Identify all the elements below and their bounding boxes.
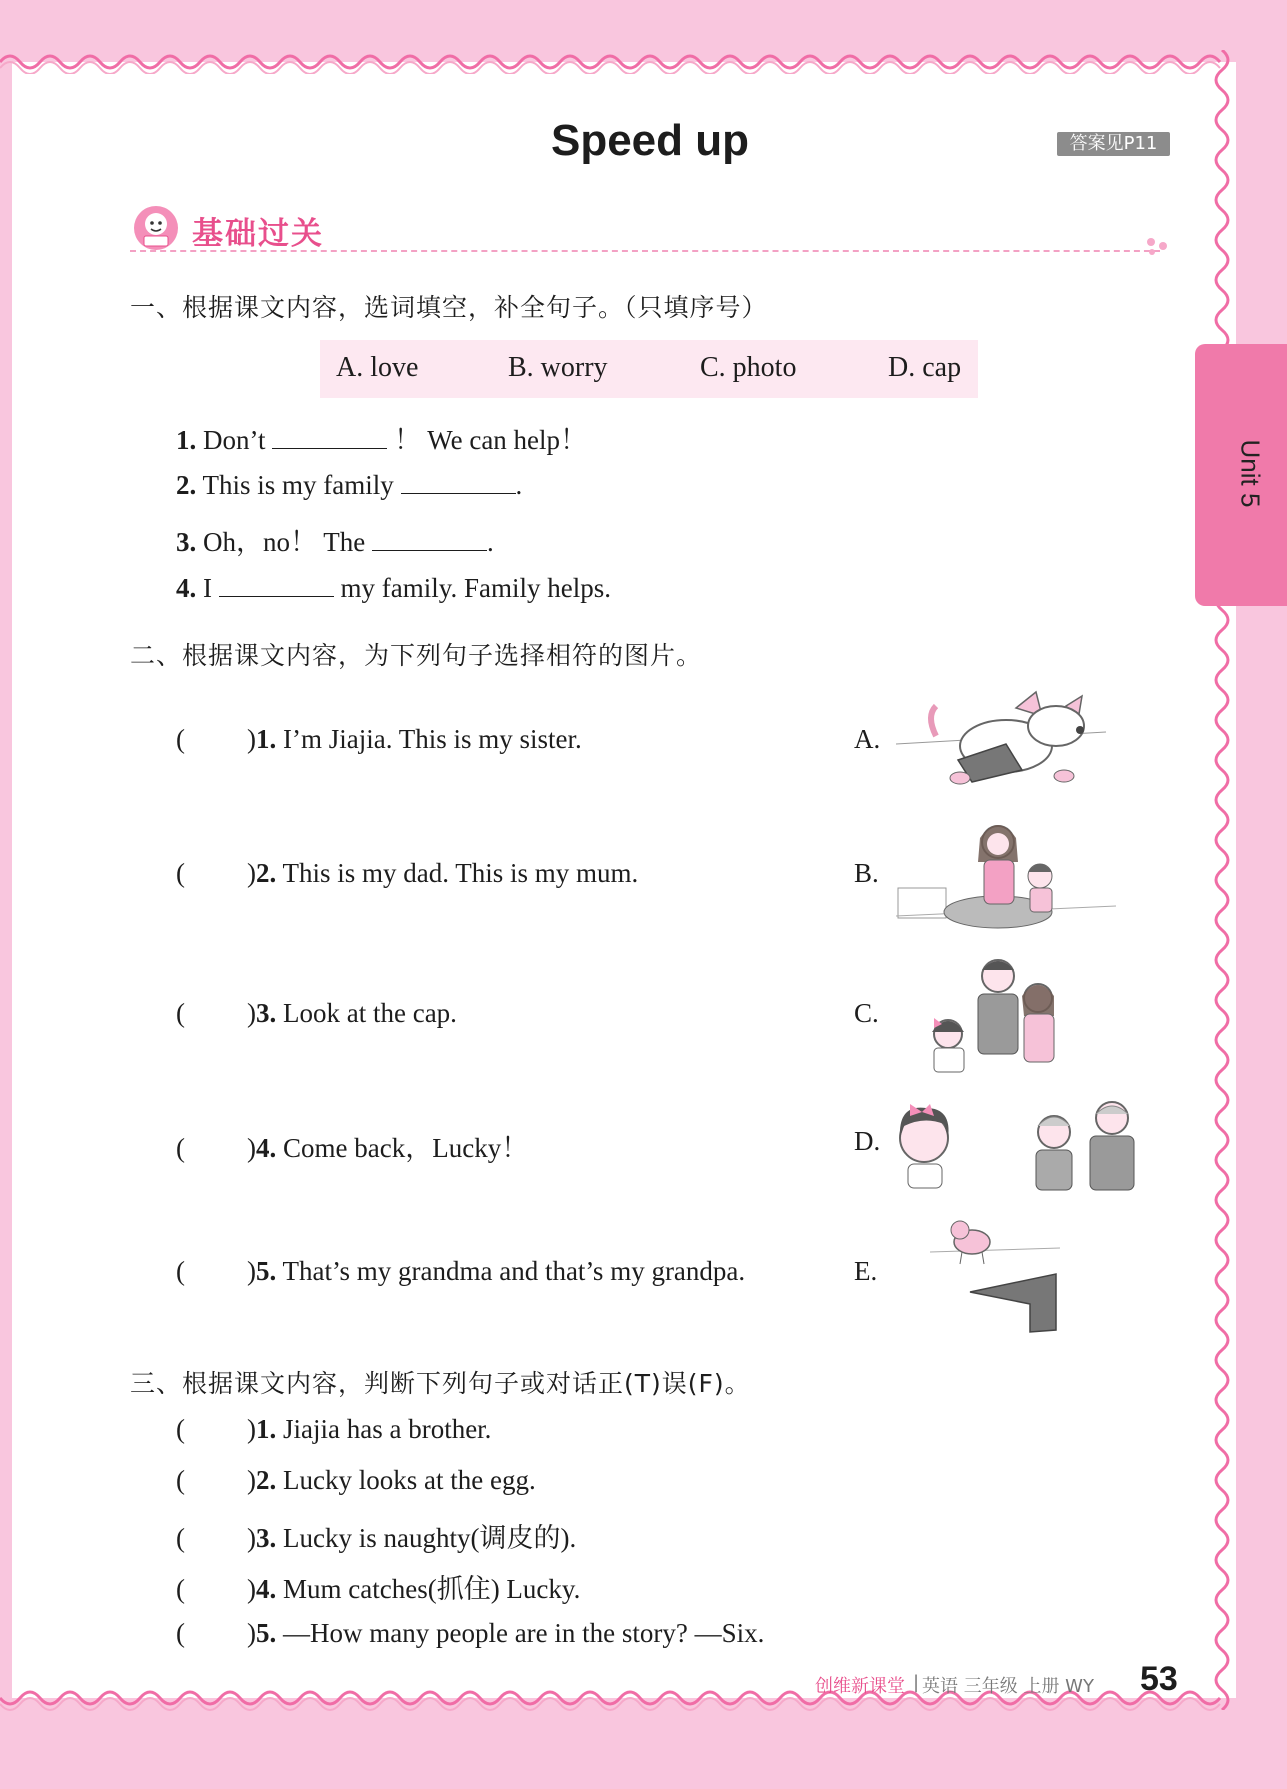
question-text: ！ We can help！ [394, 425, 588, 455]
picture-label-e: E. [854, 1256, 878, 1286]
question-text: Jiajia has a brother. [283, 1414, 492, 1444]
question-text: I [203, 573, 212, 603]
question-number: 3. [256, 998, 277, 1028]
part2-question-4 [176, 1126, 528, 1165]
question-number: 4. [256, 1574, 277, 1604]
unit-tab-label: Unit 5 [1235, 439, 1266, 508]
picture-c-family-illustration [920, 952, 1070, 1074]
part1-question-2 [176, 469, 522, 501]
question-number: 2. [256, 858, 277, 888]
answer-paren[interactable]: ( ) [176, 858, 256, 888]
part1-question-3 [176, 520, 494, 559]
section-mascot-icon [130, 202, 182, 252]
answer-paren[interactable]: ( ) [176, 1133, 256, 1163]
question-number: 4. [176, 573, 197, 603]
question-text: Lucky is naughty(调皮的). [283, 1523, 577, 1553]
part3-question-5 [176, 1618, 764, 1649]
part1-question-1 [176, 418, 587, 457]
question-number: 2. [256, 1465, 277, 1495]
part3-question-2 [176, 1465, 536, 1496]
question-text: Don’t [203, 425, 266, 455]
answer-blank[interactable] [272, 424, 387, 449]
part2-question-1 [176, 724, 582, 755]
question-text: Mum catches(抓住) Lucky. [283, 1574, 581, 1604]
answer-paren[interactable]: ( ) [176, 1523, 256, 1553]
word-bank [320, 340, 978, 398]
picture-label-d: D. [854, 1126, 881, 1156]
part2-question-3 [176, 998, 457, 1029]
question-text: This is my family [202, 470, 394, 500]
section-divider [130, 250, 1160, 252]
page-title: Speed up [550, 116, 750, 165]
part2-heading: 二、根据课文内容，为下列句子选择相符的图片。 [130, 641, 703, 670]
question-number: 3. [256, 1523, 277, 1553]
question-text: —How many people are in the story? —Six. [283, 1618, 765, 1648]
question-text: Oh，no！ The [203, 527, 366, 557]
picture-b-mum-and-child-illustration [896, 812, 1116, 934]
part3-heading: 三、根据课文内容，判断下列句子或对话正(T)误(F)。 [130, 1369, 751, 1398]
section-title: 基础过关 [192, 216, 324, 252]
part3-question-1 [176, 1414, 491, 1445]
wavy-border-right [1212, 50, 1246, 1710]
answer-blank[interactable] [372, 526, 487, 551]
question-number: 5. [256, 1256, 277, 1286]
question-number: 1. [256, 1414, 277, 1444]
question-number: 1. [256, 724, 277, 754]
answer-paren[interactable]: ( ) [176, 1465, 256, 1495]
picture-label-a: A. [854, 724, 881, 754]
answer-blank[interactable] [219, 572, 334, 597]
option-b: B. worry [508, 352, 608, 383]
picture-label-b: B. [854, 858, 879, 888]
answer-paren[interactable]: ( ) [176, 1256, 256, 1286]
question-number: 3. [176, 527, 197, 557]
question-text: Look at the cap. [283, 998, 457, 1028]
picture-a-dog-with-cap-illustration [896, 686, 1110, 794]
answer-paren[interactable]: ( ) [176, 1414, 256, 1444]
answer-paren[interactable]: ( ) [176, 998, 256, 1028]
page-number: 53 [1140, 1660, 1178, 1698]
answer-blank[interactable] [401, 469, 516, 494]
answer-paren[interactable]: ( ) [176, 1618, 256, 1648]
picture-label-c: C. [854, 998, 879, 1028]
question-number: 2. [176, 470, 197, 500]
option-d: D. cap [888, 352, 962, 383]
question-number: 4. [256, 1133, 277, 1163]
footer-separator: | [913, 1672, 920, 1693]
part1-question-4 [176, 572, 611, 604]
part2-question-2 [176, 858, 638, 889]
option-a: A. love [336, 352, 419, 383]
question-text: I’m Jiajia. This is my sister. [283, 724, 582, 754]
picture-e-dog-and-cap-illustration [930, 1212, 1070, 1334]
footer-book-info: 英语 三年级 上册 WY [922, 1676, 1094, 1697]
picture-d-girl-illustration [886, 1094, 962, 1190]
question-text: . [515, 470, 523, 500]
part1-heading: 一、根据课文内容，选词填空，补全句子。（只填序号） [130, 293, 768, 322]
question-text: my family. Family helps. [340, 573, 611, 603]
part2-question-5 [176, 1256, 745, 1287]
wavy-border-top [0, 44, 1287, 74]
question-text: This is my dad. This is my mum. [282, 858, 639, 888]
answer-paren[interactable]: ( ) [176, 1574, 256, 1604]
part3-question-4 [176, 1567, 580, 1606]
question-number: 5. [256, 1618, 277, 1648]
divider-dots-icon [1146, 236, 1170, 256]
question-text: That’s my grandma and that’s my grandpa. [282, 1256, 746, 1286]
answer-paren[interactable]: ( ) [176, 724, 256, 754]
question-text: Come back，Lucky！ [283, 1133, 529, 1163]
footer-brand: 创维新课堂 [815, 1676, 905, 1697]
picture-d-grandparents-illustration [1018, 1096, 1150, 1192]
answer-reference-badge: 答案见P11 [1057, 132, 1170, 156]
question-text: Lucky looks at the egg. [283, 1465, 536, 1495]
option-c: C. photo [700, 352, 797, 383]
question-number: 1. [176, 425, 197, 455]
question-text: . [487, 527, 494, 557]
part3-question-3 [176, 1516, 576, 1555]
